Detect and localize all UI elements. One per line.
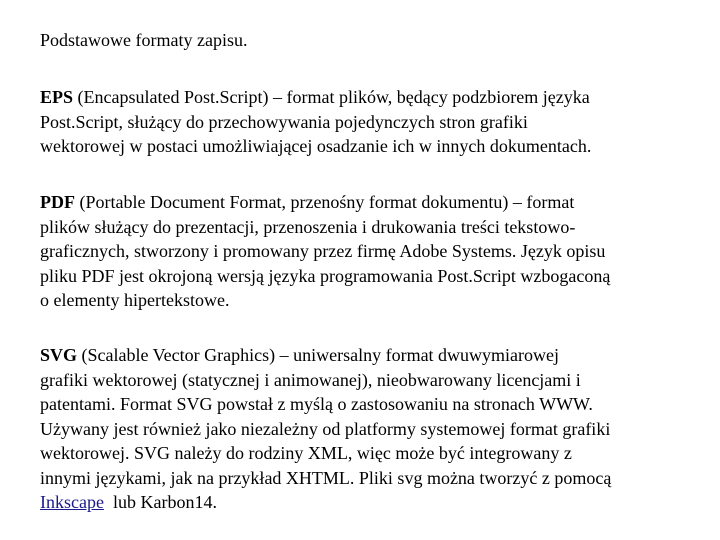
pdf-line-2: plików służący do prezentacji, przenoszenia i drukowania treści tekstowo- (40, 216, 576, 237)
pdf-line-1-text: (Portable Document Format, przenośny format dokumentu) – format (75, 192, 575, 212)
eps-paragraph (40, 85, 690, 159)
pdf-paragraph (40, 190, 690, 313)
svg-paragraph (40, 343, 690, 515)
pdf-term: PDF (40, 192, 75, 212)
pdf-line-1 (40, 190, 690, 215)
svg-line-7-text: lub Karbon14. (103, 492, 217, 512)
pdf-line-3: graficznych, stworzony i promowany przez firmę Adobe Systems. Język opisu (40, 241, 606, 261)
eps-line-3: wektorowej w postaci umożliwiającej osadzanie ich w innych dokumentach. (40, 136, 592, 156)
eps-term: EPS (40, 87, 74, 107)
eps-line-2: Post.Script, służący do przechowywania pojedynczych stron grafiki (40, 111, 528, 132)
svg-line-1-text: (Scalable Vector Graphics) – uniwersalny format dwuwymiarowej (77, 345, 560, 365)
eps-line-1-text: (Encapsulated Post.Script) – format plików, będący podzbiorem języka (73, 87, 590, 107)
pdf-line-5: o elementy hipertekstowe. (40, 290, 230, 310)
svg-term: SVG (40, 345, 78, 365)
pdf-line-4: pliku PDF jest okrojoną wersją języka programowania Post.Script wzbogaconą (40, 265, 611, 286)
inkscape-link[interactable]: Inkscape (40, 492, 104, 512)
document-heading: Podstawowe formaty zapisu. (40, 30, 248, 50)
eps-line-1 (40, 85, 690, 110)
